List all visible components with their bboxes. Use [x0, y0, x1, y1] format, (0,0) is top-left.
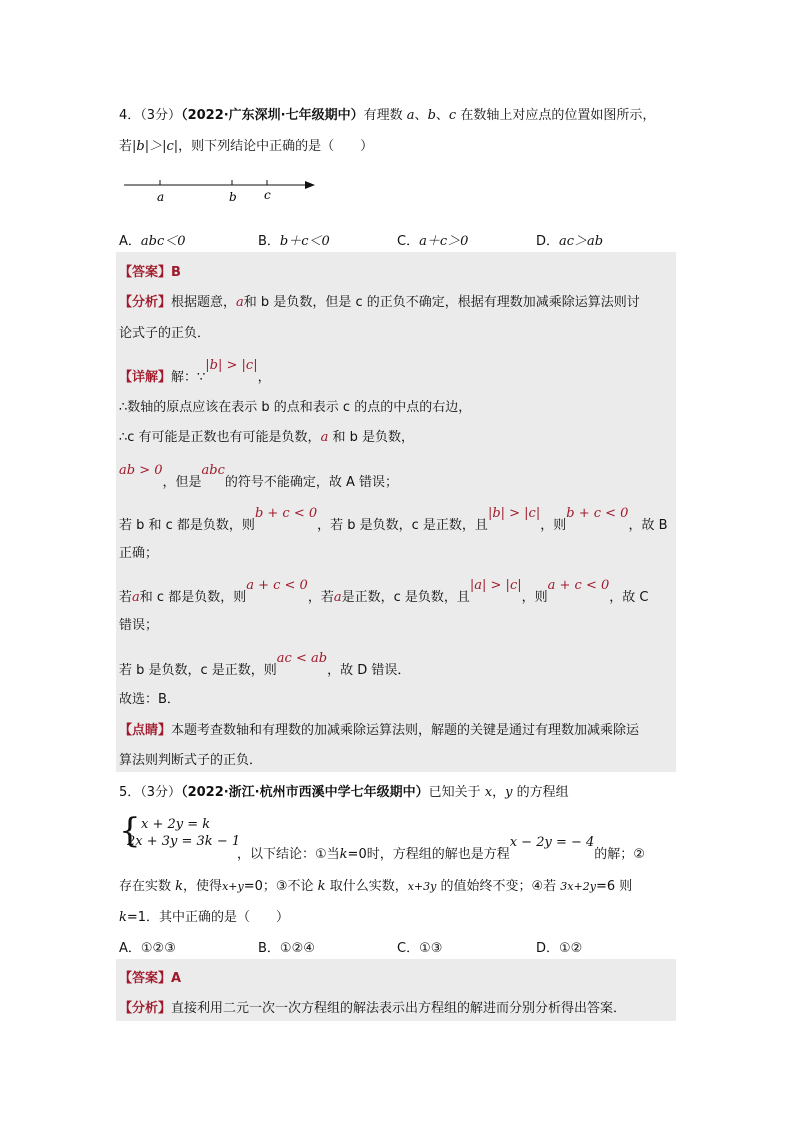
detail-text: 的符号不能确定，故 A 错误； [224, 475, 399, 490]
q5-line2 [237, 835, 645, 862]
math-expr: b + c < 0 [566, 506, 629, 521]
analysis-tag: 【分析】 [119, 1001, 172, 1016]
option-text: abc＜0 [140, 234, 186, 249]
option-text: ①③ [419, 941, 443, 956]
q4-comment [119, 719, 639, 738]
q5-option-a[interactable] [119, 937, 176, 956]
analysis-tag: 【分析】 [119, 295, 172, 310]
q5-score: （3分） [140, 785, 182, 800]
q4-detail-l8: 错误； [119, 618, 159, 633]
var-a: a [406, 108, 415, 123]
q4-stem-b: 在数轴上对应点的位置如图所示， [460, 108, 656, 123]
number-line-figure [119, 172, 324, 208]
detail-text: 解：∵ [171, 370, 206, 385]
q5-option-b[interactable] [258, 937, 315, 956]
var-a: a [333, 590, 342, 605]
var-a: a [132, 590, 140, 605]
var-k: k [175, 879, 184, 894]
answer-tag: 【答案】 [119, 265, 172, 280]
var-b: b [427, 108, 436, 123]
option-letter: D． [536, 234, 560, 249]
q4-option-c[interactable] [397, 230, 468, 249]
detail-text: 若 b 和 c 都是负数，则 [119, 518, 255, 533]
detail-text: 和 c 都是负数，则 [139, 590, 247, 605]
q5-text: 取什么实数， [329, 879, 408, 894]
var-k: k [339, 847, 348, 862]
q5-text: 的解；② [594, 847, 645, 862]
comment-tag: 【点睛】 [119, 723, 172, 738]
q4-option-a[interactable] [119, 230, 186, 249]
q4-detail-l10: 故选：B． [119, 692, 180, 707]
q4-analysis-line2: 论式子的正负． [119, 326, 211, 341]
q4-detail-l6: 正确； [119, 546, 159, 561]
detail-text: ，但是 [162, 475, 202, 490]
option-letter: C． [397, 941, 420, 956]
label-b: b [229, 190, 237, 204]
analysis-text: 直接利用二元一次一次方程组的解法表示出方程组的解进而分别分析得出答案． [171, 1001, 627, 1016]
sep: 、 [435, 108, 449, 123]
expr: x+3y [407, 880, 437, 893]
q4-option-b[interactable] [258, 230, 330, 249]
q5-source: （2022·浙江·杭州市西溪中学七年级期中） [181, 785, 429, 800]
option-letter: B． [258, 941, 280, 956]
q5-stem: 的方程组 [516, 785, 569, 800]
var-k: k [317, 879, 326, 894]
q4-option-d[interactable] [536, 230, 603, 249]
math-expr: ab > 0 [119, 463, 163, 478]
system-brace: { [119, 811, 141, 851]
q5-text: =6 则 [595, 879, 633, 894]
math-expr: ac < ab [276, 651, 328, 666]
math-expr: |a| > |c| [469, 578, 522, 593]
expr: 3x+2y [560, 880, 596, 893]
detail-text: ，若 b 是负数，c 是正数，且 [317, 518, 488, 533]
q5-line1 [119, 781, 569, 800]
var-y: y [505, 785, 513, 800]
q5-line4 [119, 906, 289, 925]
option-text: a＋c＞0 [419, 234, 469, 249]
q4-answer [119, 261, 181, 280]
q5-answer [119, 967, 181, 986]
q4-score: （3分） [140, 108, 182, 123]
label-c: c [264, 188, 271, 202]
q4-detail-l4 [119, 463, 399, 490]
q4-stem-a: 有理数 [363, 108, 403, 123]
detail-tag: 【详解】 [119, 370, 172, 385]
detail-text: ，故 D 错误． [327, 663, 411, 678]
var-a: a [236, 295, 244, 310]
q5-stem: 已知关于 [428, 785, 481, 800]
q5-line3 [119, 875, 632, 894]
math-expr: |b| > |c| [487, 506, 541, 521]
q4-condition: |b|＞|c| [132, 139, 179, 154]
q5-text: ，使得 [183, 879, 223, 894]
q5-analysis [119, 997, 626, 1016]
var-c: c [448, 108, 457, 123]
math-expr: a + c < 0 [547, 578, 610, 593]
detail-text: ∴c 有可能是正数也有可能是负数， [119, 430, 321, 445]
q4-number: 4． [119, 108, 141, 123]
option-letter: D． [536, 941, 560, 956]
detail-text: 是正数，c 是负数，且 [341, 590, 470, 605]
analysis-text: 和 b 是负数，但是 c 的正负不确定，根据有理数加减乘除运算法则讨 [243, 295, 640, 310]
option-letter: A． [119, 234, 141, 249]
q4-comment-line2: 算法则判断式子的正负． [119, 753, 263, 768]
answer-value: B [171, 265, 181, 280]
detail-text: 若 b 是负数，c 是正数，则 [119, 663, 277, 678]
math-expr: |b| > |c| [205, 358, 258, 373]
math-expr: a + c < 0 [246, 578, 308, 593]
number-line-arrow [305, 181, 315, 189]
q5-option-c[interactable] [397, 937, 442, 956]
detail-text: ，则 [521, 590, 548, 605]
option-text: ①②③ [140, 941, 176, 956]
detail-text: ，则 [540, 518, 567, 533]
q4-detail-l7 [119, 578, 649, 605]
answer-value: A [171, 971, 182, 986]
equation: x − 2y = − 4 [509, 835, 595, 850]
q4-source: （2022·广东深圳·七年级期中） [181, 108, 364, 123]
q4-detail-l3 [119, 426, 414, 445]
detail-text: 若 [119, 590, 133, 605]
var-x: x [484, 785, 493, 800]
system-eq1: x + 2y = k [141, 817, 211, 832]
q5-text: ，以下结论：①当 [237, 847, 340, 862]
var-k: k [119, 910, 127, 925]
detail-text: ，故 B [628, 518, 668, 533]
q5-option-d[interactable] [536, 937, 582, 956]
detail-text: 和 b 是负数， [332, 430, 414, 445]
answer-tag: 【答案】 [119, 971, 172, 986]
sep: 、 [414, 108, 428, 123]
q5-number: 5． [119, 785, 141, 800]
comment-text: 本题考查数轴和有理数的加减乘除运算法则，解题的关键是通过有理数加减乘除运 [171, 723, 640, 738]
q4-detail-l9 [119, 651, 411, 678]
q4-line1 [119, 104, 655, 123]
q4-detail-l2: ∴数轴的原点应该在表示 b 的点和表示 c 的点的中点的右边， [119, 400, 472, 415]
option-text: b＋c＜0 [279, 234, 330, 249]
math-expr: abc [201, 463, 225, 478]
var-a: a [320, 430, 329, 445]
option-text: ①②④ [279, 941, 315, 956]
detail-text: ，若 [307, 590, 334, 605]
q5-text: 的值始终不变；④若 [440, 879, 557, 894]
q4-detail-l5 [119, 506, 668, 533]
option-letter: C． [397, 234, 420, 249]
q5-text: 存在实数 [119, 879, 172, 894]
q4-suffix: ，则下列结论中正确的是（ ） [178, 139, 374, 154]
option-letter: A． [119, 941, 141, 956]
option-letter: B． [258, 234, 280, 249]
q4-prefix: 若 [119, 139, 133, 154]
detail-text: ，故 C [609, 590, 649, 605]
label-a: a [157, 190, 165, 204]
expr: x+y [222, 880, 244, 893]
q4-line2 [119, 135, 373, 154]
option-text: ac＞ab [559, 234, 604, 249]
q4-detail-intro [119, 358, 271, 385]
equation-system [119, 811, 241, 851]
analysis-text: 根据题意， [171, 295, 237, 310]
q5-text: =0；③不论 [243, 879, 314, 894]
q5-text: =1．其中正确的是（ ） [126, 910, 290, 925]
q5-text: =0时，方程组的解也是方程 [347, 847, 510, 862]
system-eq2: 2x + 3y = 3k − 1 [127, 834, 241, 849]
sep: ， [492, 785, 506, 800]
detail-text: ， [257, 370, 271, 385]
q4-analysis [119, 291, 640, 310]
math-expr: b + c < 0 [254, 506, 318, 521]
option-text: ①② [559, 941, 583, 956]
